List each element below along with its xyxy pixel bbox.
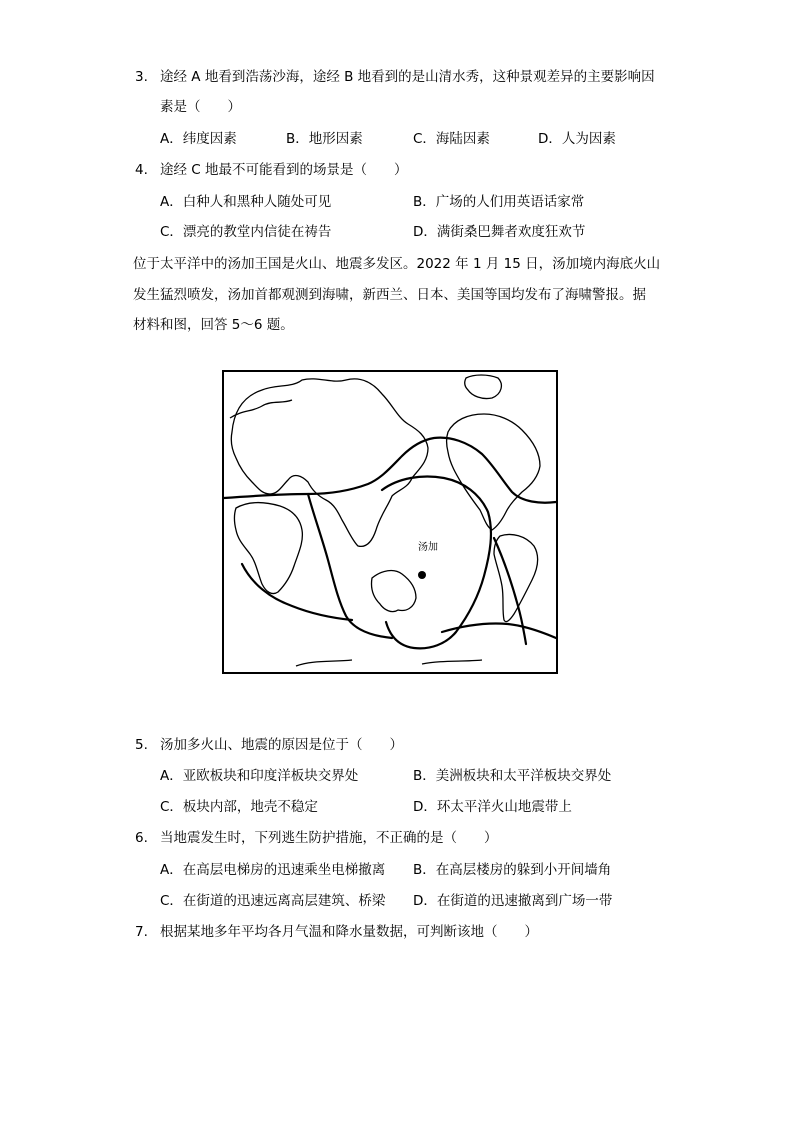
question-3-option-b: B．地形因素 — [286, 131, 363, 147]
question-3-stem: 途经 A 地看到浩荡沙海，途经 B 地看到的是山清水秀，这种景观差异的主要影响因 — [160, 69, 655, 85]
question-4-option-d: D．满街桑巴舞者欢度狂欢节 — [413, 224, 586, 240]
question-6-option-d: D．在街道的迅速撤离到广场一带 — [413, 893, 613, 909]
question-5-stem: 汤加多火山、地震的原因是位于（ ） — [160, 737, 403, 753]
question-3-option-c: C．海陆因素 — [413, 131, 490, 147]
question-7-number: 7. — [135, 924, 148, 940]
question-6-stem: 当地震发生时，下列逃生防护措施，不正确的是（ ） — [160, 830, 498, 846]
question-5-option-b: B．美洲板块和太平洋板块交界处 — [413, 768, 612, 784]
question-4-number: 4. — [135, 162, 148, 178]
question-5-option-a: A．亚欧板块和印度洋板块交界处 — [160, 768, 359, 784]
material-text-line-1: 位于太平洋中的汤加王国是火山、地震多发区。2022 年 1 月 15 日，汤加境内海底火山 — [133, 256, 661, 272]
question-3-stem-cont: 素是（ ） — [160, 99, 241, 115]
question-5-option-d: D．环太平洋火山地震带上 — [413, 799, 572, 815]
question-6-option-a: A．在高层电梯房的迅速乘坐电梯撤离 — [160, 862, 386, 878]
plate-boundary-world-map — [222, 370, 558, 674]
question-4-option-c: C．漂亮的教堂内信徒在祷告 — [160, 224, 332, 240]
question-4-option-a: A．白种人和黑种人随处可见 — [160, 194, 332, 210]
question-6-number: 6. — [135, 830, 148, 846]
question-4-option-b: B．广场的人们用英语话家常 — [413, 194, 585, 210]
tonga-location-marker — [418, 571, 426, 579]
question-7-stem: 根据某地多年平均各月气温和降水量数据，可判断该地（ ） — [160, 924, 538, 940]
world-map-graphic — [222, 370, 558, 674]
question-5-option-c: C．板块内部，地壳不稳定 — [160, 799, 318, 815]
material-text-line-2: 发生猛烈喷发，汤加首都观测到海啸，新西兰、日本、美国等国均发布了海啸警报。据 — [133, 287, 646, 303]
tonga-map-label: 汤加 — [418, 542, 438, 553]
question-5-number: 5. — [135, 737, 148, 753]
question-6-option-b: B．在高层楼房的躲到小开间墙角 — [413, 862, 612, 878]
question-6-option-c: C．在街道的迅速远离高层建筑、桥梁 — [160, 893, 386, 909]
question-4-stem: 途经 C 地最不可能看到的场景是（ ） — [160, 162, 408, 178]
material-text-line-3: 材料和图，回答 5～6 题。 — [133, 317, 294, 333]
question-3-option-a: A．纬度因素 — [160, 131, 237, 147]
question-3-number: 3. — [135, 69, 148, 85]
question-3-option-d: D．人为因素 — [538, 131, 616, 147]
